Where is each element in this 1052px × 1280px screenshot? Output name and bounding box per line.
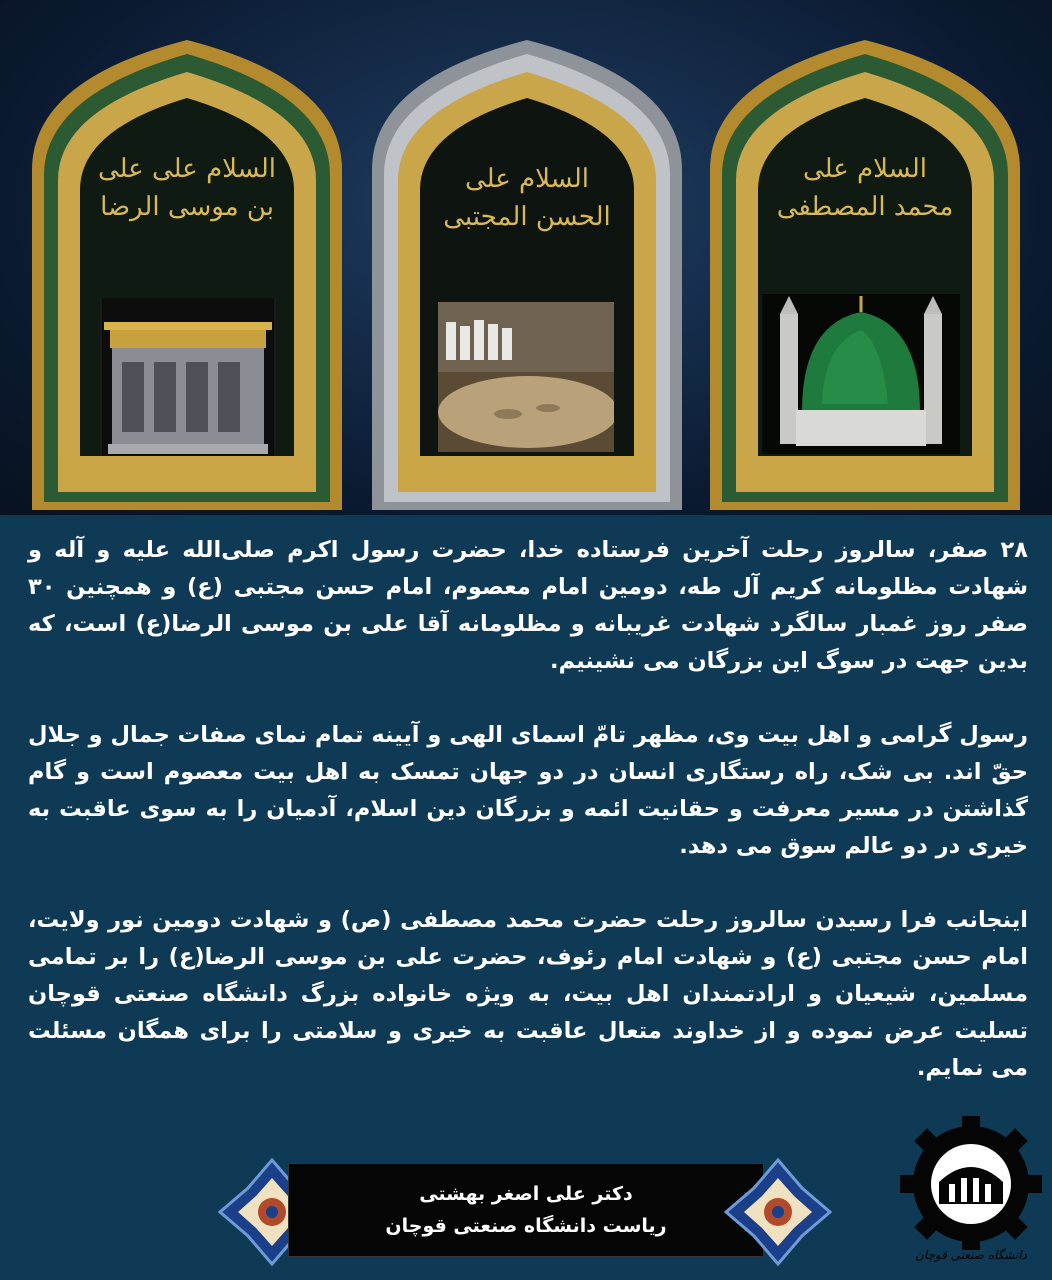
signature-box <box>288 1163 764 1257</box>
message-paragraph: رسول گرامی و اهل بیت وی، مظهر تامّ اسمای الهی و آیینه تمام نمای صفات جمال و جلال حقّ اند. بی شک، راه رستگاری انسان در دو جهان تمسک به اهل بیت معصوم است و گام گذاشتن در مسیر معرفت و حقانیت ائمه و بزرگان دین اسلام، آدمیان را به سوی عاقبت به خیری در دو عالم سوق می دهد. <box>28 722 1028 859</box>
green-dome-image <box>762 294 960 454</box>
calligraphy-title: السلام علی الحسن المجتبی <box>443 164 611 232</box>
message-body <box>28 532 1028 1087</box>
signature-name: دکتر علی اصغر بهشتی <box>419 1183 633 1205</box>
memorial-banner <box>0 0 1052 515</box>
university-gear-logo-icon <box>892 1112 1050 1252</box>
university-logo <box>892 1112 1050 1278</box>
logo-text: دانشگاه صنعتی قوچان <box>915 1248 1027 1262</box>
panel-imam-reza <box>22 40 352 510</box>
calligraphy-title: السلام علی علی بن موسی الرضا <box>97 154 277 222</box>
panel-imam-hasan <box>362 40 692 510</box>
shrine-tomb-image <box>102 298 274 456</box>
message-paragraph: اینجانب فرا رسیدن سالروز رحلت حضرت محمد مصطفی (ص) و شهادت دومین نور ولایت، امام حسن مجتبی (ع) و شهادت امام رئوف، حضرت علی بن موسی الرضا(ع) را بر تمامی مسلمین، شیعیان و ارادتمندان اهل بیت، به ویژه خانواده بزرگ دانشگاه صنعتی قوچان تسلیت عرض نموده و از خداوند متعال عاقبت به خیری و سلامتی را برای همگان مسئلت می نمایم. <box>28 907 1028 1081</box>
panel-prophet-muhammad <box>700 40 1030 510</box>
ornament-right-icon <box>724 1158 832 1266</box>
signature-title: ریاست دانشگاه صنعتی قوچان <box>385 1215 667 1237</box>
baqi-cemetery-image <box>438 302 614 452</box>
calligraphy-title: السلام علی محمد المصطفی <box>776 154 954 222</box>
message-paragraph: ۲۸ صفر، سالروز رحلت آخرین فرستاده خدا، حضرت رسول اکرم صلی‌الله علیه و آله و شهادت مظلومانه کریم آل طه، دومین امام معصوم، امام حسن مجتبی (ع) و همچنین ۳۰ صفر روز غمبار سالگرد شهادت غریبانه و مظلومانه آقا علی بن موسی الرضا(ع) است، که بدین جهت در سوگ این بزرگان می نشینیم. <box>28 537 1028 674</box>
